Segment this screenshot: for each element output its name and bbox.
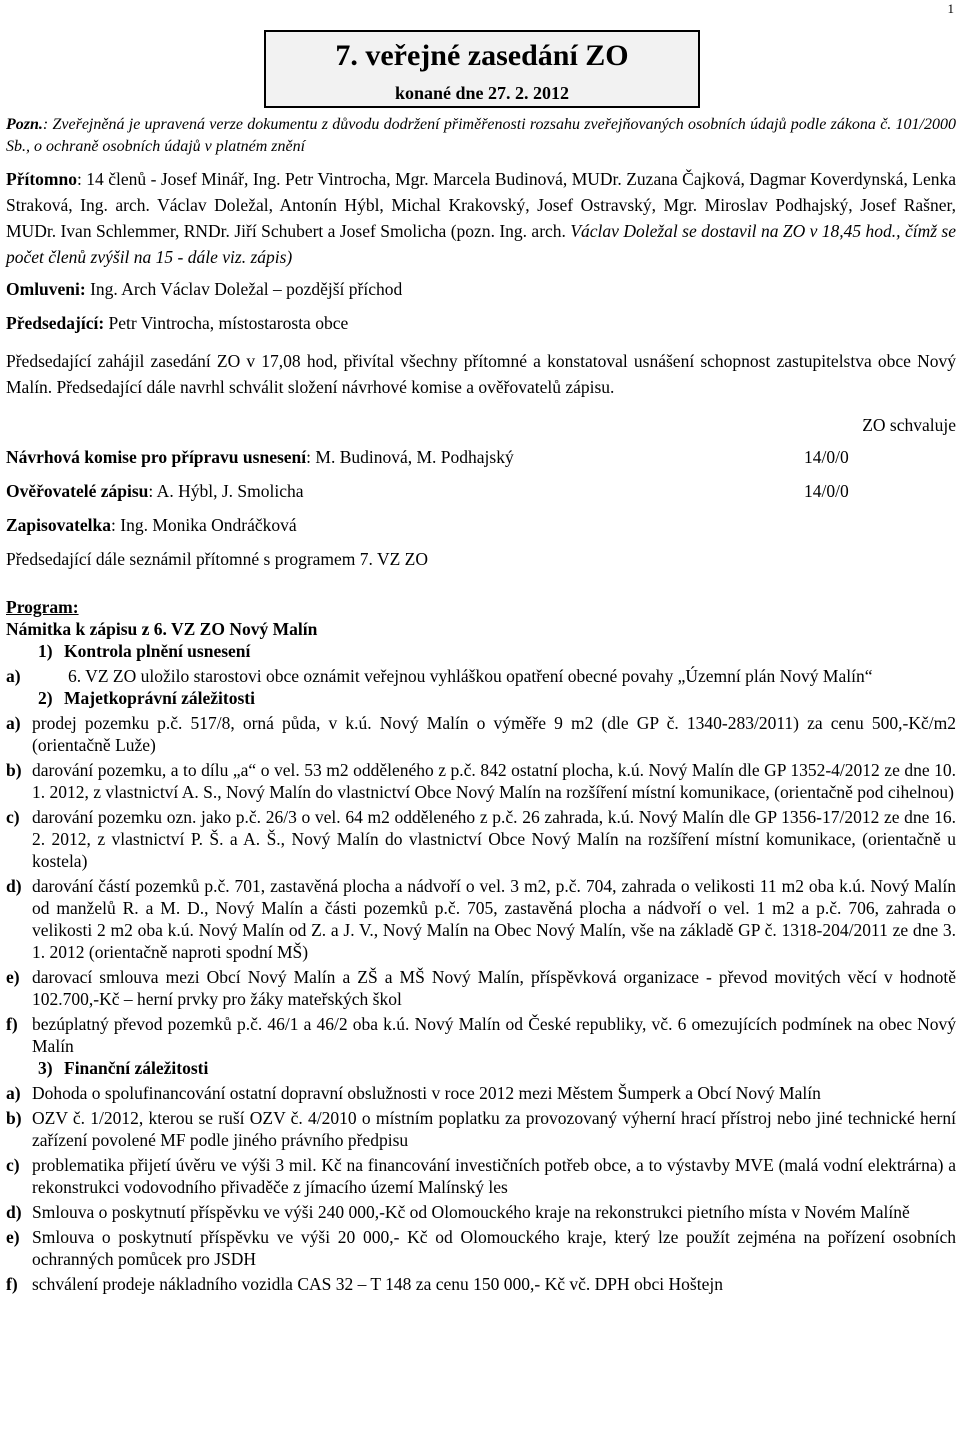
meeting-date: konané dne 27. 2. 2012 bbox=[394, 83, 570, 103]
opening-paragraph: Předsedající zahájil zasedání ZO v 17,08 hod, přivítal všechny přítomné a konstatoval usnášení schopnost zastupitelstva obce Nový Malín. Předsedající dále navrhl schválit složení návrhové komise a ověřovatelů zápisu. bbox=[6, 351, 956, 397]
verifiers-label: Ověřovatelé zápisu bbox=[6, 481, 149, 501]
list-item: c) problematika přijetí úvěru ve výši 3 mil. Kč na financování investičních potřeb obce, a to výstavby MVE (malá vodní elektrárna) a rekonstrukci vodovodního přivaděče z jímacího území Malínský les bbox=[6, 1155, 956, 1197]
section-2-label: Majetkoprávní záležitosti bbox=[64, 688, 255, 708]
note-text: : Zveřejněná je upravená verze dokumentu z důvodu dodržení přiměřenosti rozsahu zveřejňovaných osobních údajů podle zákona č. 101/2000 Sb., o ochraně osobních údajů v platném znění bbox=[6, 116, 956, 155]
verifiers-names: : A. Hýbl, J. Smolicha bbox=[148, 481, 304, 501]
section-1-title bbox=[6, 640, 956, 662]
recorder-label: Zapisovatelka bbox=[6, 515, 112, 535]
verifiers-vote: 14/0/0 bbox=[804, 481, 849, 501]
present-note: Václav Doležal se dostavil na ZO v 18,45 hod., čímž se počet členů zvýšil na 15 - dále viz. zápis) bbox=[6, 221, 956, 267]
section-1-number: 1) bbox=[38, 641, 53, 661]
section-1-label: Kontrola plnění usnesení bbox=[64, 641, 251, 661]
section-3-number: 3) bbox=[38, 1058, 53, 1078]
list-item: e) Smlouva o poskytnutí příspěvku ve výši 20 000,- Kč od Olomouckého kraje, který lze použít zejména na pořízení osobních ochranných pomůcek pro JSDH bbox=[6, 1227, 956, 1269]
section-2-title bbox=[6, 687, 956, 709]
list-item: d) darování částí pozemků p.č. 701, zastavěná plocha a nádvoří o vel. 3 m2, p.č. 704, zahrada o velikosti 11 m2 oba k.ú. Nový Malín od manželů R. a M. D., Nový Malín a části pozemků p.č. 705, zastavěná plocha a nádvoří o vel. 1 m2 a p.č. 706, zahrada o velikosti 2 m2 oba k.ú. Nový Malín od Z. a J. V., Nový Malín na Obec Nový Malín, vše na základě GP č. 1318-204/2011 ze dne 3. 1. 2012 (orientačně naproti spodní MŠ) bbox=[6, 876, 956, 962]
commission-vote: 14/0/0 bbox=[804, 447, 849, 467]
recorder bbox=[6, 512, 956, 538]
excused-text: Ing. Arch Václav Doležal – pozdější příchod bbox=[85, 279, 403, 299]
note-label: Pozn. bbox=[6, 116, 43, 133]
section-2-items bbox=[6, 712, 956, 1057]
list-item: a) prodej pozemku p.č. 517/8, orná půda, v k.ú. Nový Malín o výměře 9 m2 (dle GP č. 1340-283/2011) za cenu 500,-Kč/m2 (orientačně Luže) bbox=[6, 713, 956, 755]
chair bbox=[6, 310, 956, 336]
title-box bbox=[264, 30, 700, 108]
list-item: a) 6. VZ ZO uložilo starostovi obce oznámit veřejnou vyhláškou opatření obecné povahy „Územní plán Nový Malín“ bbox=[6, 666, 873, 686]
excused-label: Omluveni: bbox=[6, 279, 86, 299]
approves-label: ZO schvaluje bbox=[862, 415, 956, 435]
list-item: c) darování pozemku ozn. jako p.č. 26/3 o vel. 64 m2 odděleného z p.č. 26 zahrada, k.ú. Nový Malín dle GP 1356-17/2012 ze dne 16. 2. 2012, z vlastnictví P. Š. a A. Š., Nový Malín do vlastnictví Obce Nový Malín na rozšíření místní komunikace, (orientačně u kostela) bbox=[6, 807, 956, 871]
list-item: e) darovací smlouva mezi Obcí Nový Malín a ZŠ a MŠ Nový Malín, příspěvková organizace - převod movitých věcí v hodnotě 102.700,-Kč – herní prvky pro žáky mateřských škol bbox=[6, 967, 956, 1009]
document-body bbox=[6, 114, 956, 1295]
verifiers-row bbox=[6, 478, 956, 504]
list-item: d) Smlouva o poskytnutí příspěvku ve výši 240 000,-Kč od Olomouckého kraje na rekonstrukci pietního místa v Novém Malíně bbox=[6, 1202, 910, 1222]
commission-row bbox=[6, 444, 956, 470]
program-heading: Program: bbox=[6, 597, 79, 617]
section-2-number: 2) bbox=[38, 688, 53, 708]
present-text: : 14 členů - Josef Minář, Ing. Petr Vintrocha, Mgr. Marcela Budinová, MUDr. Zuzana Čajková, Dagmar Koverdynská, Lenka Straková, Ing. arch. Václav Doležal, Antonín Hýbl, Michal Krakovský, Josef Ostravský, Mgr. Miroslav Podhajský, Josef Rašner, MUDr. Ivan Schlemmer, RNDr. Jiří Schubert a Josef Smolicha (pozn. Ing. arch. bbox=[6, 169, 956, 241]
page-number: 1 bbox=[947, 1, 954, 16]
verifiers-text bbox=[6, 478, 303, 504]
commission-label: Návrhová komise pro přípravu usnesení bbox=[6, 447, 307, 467]
list-item: b) darování pozemku, a to dílu „a“ o vel. 53 m2 odděleného z p.č. 842 ostatní plocha, k.ú. Nový Malín dle GP 1352-4/2012 ze dne 10. 1. 2012, z vlastnictví A. S., Nový Malín do vlastnictví Obce Nový Malín na rozšíření místní komunikace, (orientačně pod cihelnou) bbox=[6, 760, 956, 802]
commission-names: : M. Budinová, M. Podhajský bbox=[306, 447, 514, 467]
chair-text: Petr Vintrocha, místostarosta obce bbox=[104, 313, 349, 333]
list-item: f) bezúplatný převod pozemků p.č. 46/1 a 46/2 oba k.ú. Nový Malín od České republiky, vč. 6 omezujících podmínek na obec Nový Malín bbox=[6, 1014, 956, 1056]
section-3-label: Finanční záležitosti bbox=[64, 1058, 209, 1078]
attendance-present bbox=[6, 166, 956, 270]
chair-label: Předsedající: bbox=[6, 313, 105, 333]
document-title: 7. veřejné zasedání ZO bbox=[335, 39, 629, 72]
section-1-items bbox=[6, 665, 956, 687]
privacy-note bbox=[6, 114, 956, 158]
present-label: Přítomno bbox=[6, 169, 77, 189]
section-3-title bbox=[6, 1057, 956, 1079]
list-item: f) schválení prodeje nákladního vozidla CAS 32 – T 148 za cenu 150 000,- Kč vč. DPH obci Hoštejn bbox=[6, 1274, 723, 1294]
recorder-names: : Ing. Monika Ondráčková bbox=[111, 515, 297, 535]
list-item: a) Dohoda o spolufinancování ostatní dopravní obslužnosti v roce 2012 mezi Městem Šumperk a Obcí Nový Malín bbox=[6, 1083, 821, 1103]
list-item: b) OZV č. 1/2012, kterou se ruší OZV č. 4/2010 o místním poplatku za provozovaný výherní hrací přístroj nebo jiné technické herní zařízení povolené MF podle jiného právního předpisu bbox=[6, 1108, 956, 1150]
program-objection: Námitka k zápisu z 6. VZ ZO Nový Malín bbox=[6, 619, 318, 639]
section-3-items bbox=[6, 1082, 956, 1295]
program-intro: Předsedající dále seznámil přítomné s programem 7. VZ ZO bbox=[6, 549, 428, 569]
attendance-excused bbox=[6, 276, 956, 302]
commission-text bbox=[6, 444, 514, 470]
